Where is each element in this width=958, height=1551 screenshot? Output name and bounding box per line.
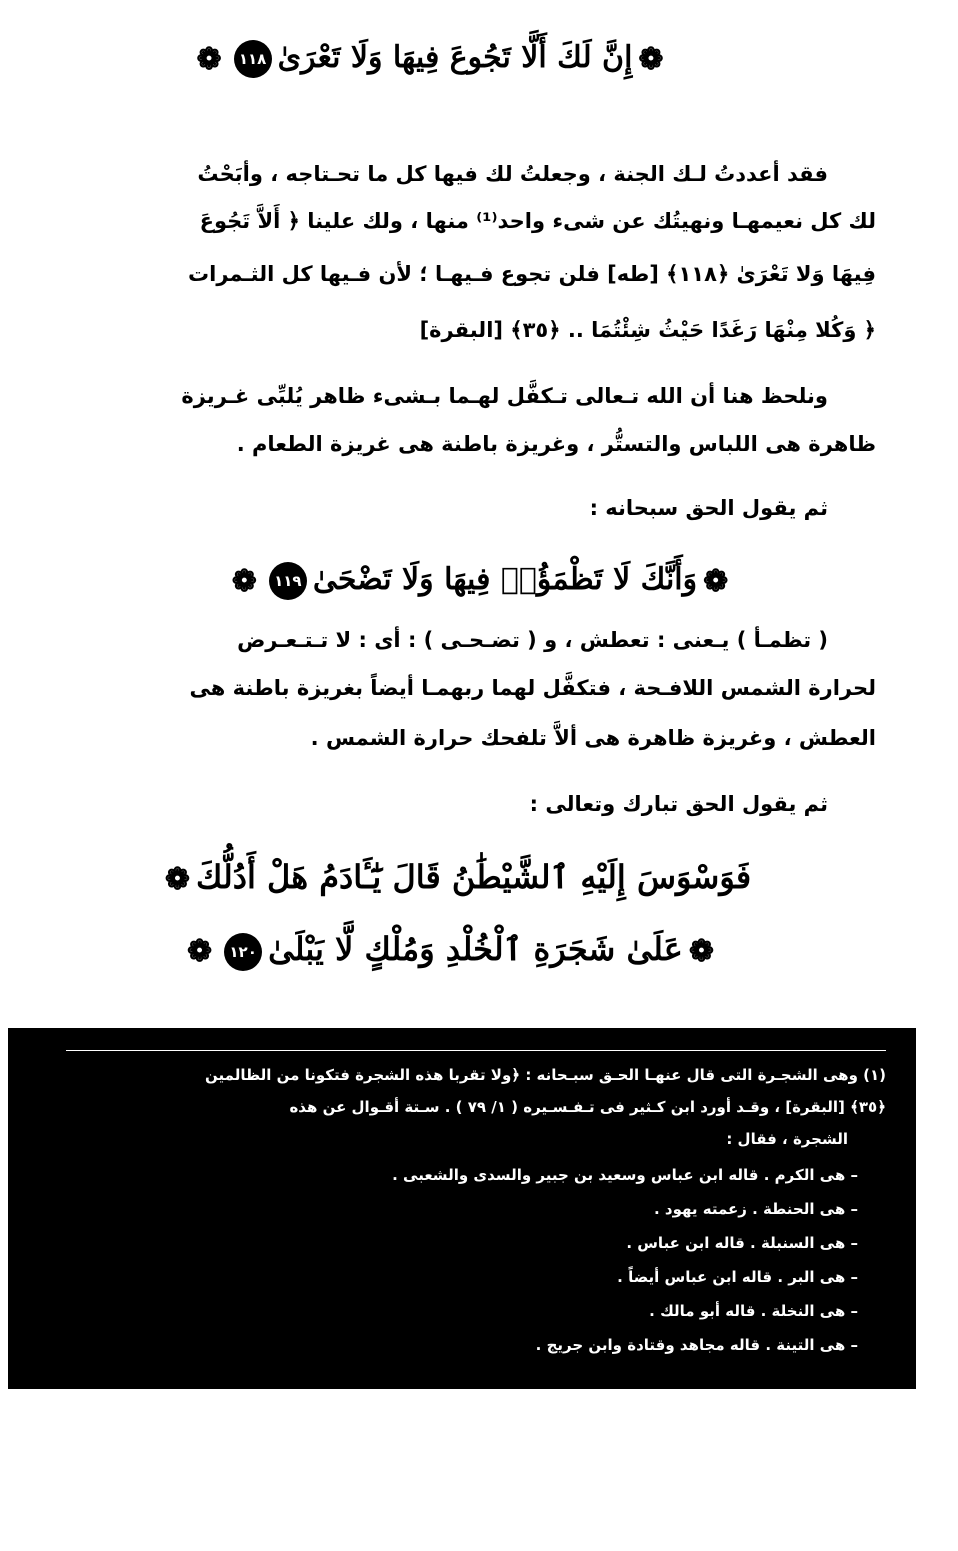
footnote-item: – هى البر . قاله ابن عباس أيضاً . bbox=[617, 1268, 858, 1286]
verse-number-badge: ١١٨ bbox=[234, 40, 272, 78]
footnote-item: – هى الكرم . قاله ابن عباس وسعيد بن جبير والسدى والشعبى . bbox=[392, 1166, 858, 1184]
ornament-close-icon: ❁ bbox=[186, 934, 213, 969]
intro-line-2: ثم يقول الحق تبارك وتعالى : bbox=[529, 792, 828, 816]
verse-119-text: وَأَنَّكَ لَا تَظْمَؤُا۟ فِيهَا وَلَا تَضْحَىٰ bbox=[312, 562, 698, 597]
para3-line-3: العطش ، وغريزة ظاهرة هى ألاَّ تلفحك حرارة الشمس . bbox=[310, 726, 876, 750]
para1-line-2: لك كل نعيمهـا ونهيتُك عن شىء واحد⁽¹⁾ منها ، ولك علينا ﴿ أَلاَّ تَجُوعَ bbox=[199, 209, 876, 233]
footnote-item: – هى التينة . قاله مجاهد وقتادة وابن جريج . bbox=[535, 1336, 858, 1354]
verse-number-badge: ١١٩ bbox=[269, 562, 307, 600]
verse-119 bbox=[200, 562, 760, 600]
footnote-box bbox=[8, 1028, 916, 1389]
footnote-item: – هى الحنطة . زعمته يهود . bbox=[653, 1200, 858, 1218]
footnote-line-2: ﴿٣٥﴾ [البقرة] ، وقـد أورد ابن كـثير فى تـفـسـيره ( ١/ ٧٩ ) . سـتة أقـوال عن هذه bbox=[289, 1098, 886, 1116]
verse-120-line-2 bbox=[186, 930, 720, 971]
footnote-item: – هى السنبلة . قاله ابن عباس . bbox=[626, 1234, 858, 1252]
ornament-close-icon: ❁ bbox=[688, 934, 714, 969]
para3-line-1: ( تظمـأ ) يـعنى : تعطش ، و ( تضـحـى ) : أى : لا تـتـعـرض bbox=[237, 628, 828, 652]
verse-118-text: إِنَّ لَكَ أَلَّا تَجُوعَ فِيهَا وَلَا تَعْرَىٰ bbox=[277, 40, 633, 75]
footnote-line-1: (١) وهى الشجـرة التى قال عنهـا الحـق سبـحانه : ﴿ولا تقربا هذه الشجرة فتكونا من الظالمين bbox=[205, 1066, 886, 1084]
para1-line-4: ﴿ وَكُلا مِنْهَا رَغَدًا حَيْثُ شِئْتُمَا .. ﴿٣٥﴾ [البقرة] bbox=[419, 318, 876, 342]
intro-line-1: ثم يقول الحق سبحانه : bbox=[589, 496, 828, 520]
footnote-item: – هى النخلة . قاله أبو مالك . bbox=[649, 1302, 858, 1320]
ornament-open-icon: ❁ bbox=[164, 862, 190, 897]
para2-line-2: ظاهرة هى اللباس والتستُّر ، وغريزة باطنة هى غريزة الطعام . bbox=[236, 432, 876, 456]
verse-118 bbox=[150, 40, 710, 78]
para2-line-1: ونلحظ هنا أن الله تـعالى تـكفَّل لهـما بـشىء ظاهر يُلبِّى غـريزة bbox=[181, 384, 828, 408]
para1-line-3: فِيهَا وَلا تَعْرَىٰ ﴿١١٨﴾ [طه] فلن تجوع فـيهـا ؛ لأن فـيها كل الثـمرات bbox=[188, 262, 876, 286]
footnote-line-3: الشجرة ، فقال : bbox=[726, 1130, 848, 1148]
verse-120-line-1 bbox=[110, 858, 800, 897]
verse-number-badge: ١٢٠ bbox=[224, 933, 262, 971]
para3-line-2: لحرارة الشمس اللافـحة ، فتكفَّل لهما ربهمـا أيضاً بغريزة باطنة هى bbox=[189, 676, 876, 700]
ornament-open-icon: ❁ bbox=[703, 563, 729, 599]
ornament-close-icon: ❁ bbox=[196, 41, 222, 77]
verse-120-line2-text: عَلَىٰ شَجَرَةِ ٱلْخُلْدِ وَمُلْكٍ لَّا يَبْلَىٰ bbox=[268, 930, 683, 968]
verse-120-line1-text: فَوَسْوَسَ إِلَيْهِ ٱلشَّيْطَٰنُ قَالَ يَٰٓـَٔادَمُ هَلْ أَدُلُّكَ bbox=[195, 858, 752, 896]
footnote-divider bbox=[66, 1050, 886, 1051]
para1-line-1: فقد أعددتُ لـك الجنة ، وجعلتُ لك فيها كل ما تحـتاجه ، وأبَحْتُ bbox=[197, 162, 828, 186]
ornament-close-icon: ❁ bbox=[231, 563, 257, 599]
ornament-open-icon: ❁ bbox=[638, 41, 664, 77]
